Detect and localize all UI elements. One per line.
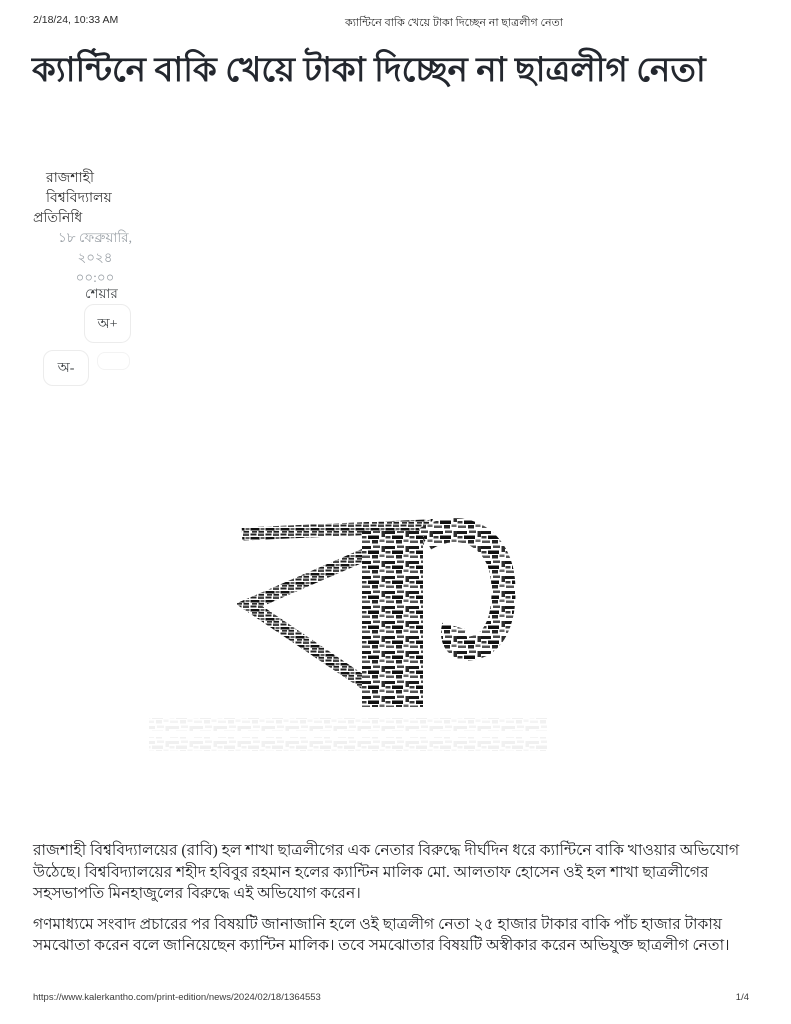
print-source-url: https://www.kalerkantho.com/print-edition/news/2024/02/18/1364553 <box>33 992 321 1003</box>
word-cloud-graphic <box>145 470 555 760</box>
print-document-title: ক্যান্টিনে বাকি খেয়ে টাকা দিচ্ছেন না ছাত্রলীগ নেতা <box>345 17 563 29</box>
byline-line1: রাজশাহী বিশ্ববিদ্যালয় <box>46 171 112 206</box>
article-body <box>33 840 760 966</box>
article-headline: ক্যান্টিনে বাকি খেয়ে টাকা দিচ্ছেন না ছাত্রলীগ নেতা <box>32 52 706 89</box>
font-increase-button[interactable]: অ+ <box>84 304 131 343</box>
article-paragraph: গণমাধ্যমে সংবাদ প্রচারের পর বিষয়টি জানাজানি হলে ওই ছাত্রলীগ নেতা ২৫ হাজার টাকার বাকি পাঁচ হাজার টাকায় সমঝোতা করেন বলে জানিয়েছেন ক্যান্টিন মালিক। তবে সমঝোতার বিষয়টি অস্বীকার করেন অভিযুক্ত ছাত্রলীগ নেতা। <box>33 915 730 954</box>
article-publish-date <box>47 228 143 288</box>
font-decrease-button[interactable]: অ- <box>43 350 89 386</box>
print-datetime: 2/18/24, 10:33 AM <box>33 14 119 26</box>
byline-line2: প্রতিনিধি <box>33 211 83 226</box>
share-label: শেয়ার <box>85 286 118 301</box>
page-indicator: 1/4 <box>735 992 749 1003</box>
article-paragraph: রাজশাহী বিশ্ববিদ্যালয়ের (রাবি) হল শাখা ছাত্রলীগের এক নেতার বিরুদ্ধে দীর্ঘদিন ধরে ক্যান্টিনে বাকি খাওয়ার অভিযোগ উঠেছে। বিশ্ববিদ্যালয়ের শহীদ হবিবুর রহমান হলের ক্যান্টিন মালিক মো. আলতাফ হোসেন ওই হল শাখা ছাত্রলীগের সহসভাপতি মিনহাজুলের বিরুদ্ধে এই অভিযোগ করেন। <box>33 842 740 902</box>
article-byline <box>33 169 163 229</box>
empty-share-button[interactable] <box>97 352 130 370</box>
publish-date-text: ১৮ ফেব্রুয়ারি, ২০২৪ <box>58 230 132 265</box>
article-image <box>145 470 555 760</box>
publish-time-text: ০০:০০ <box>75 270 115 285</box>
